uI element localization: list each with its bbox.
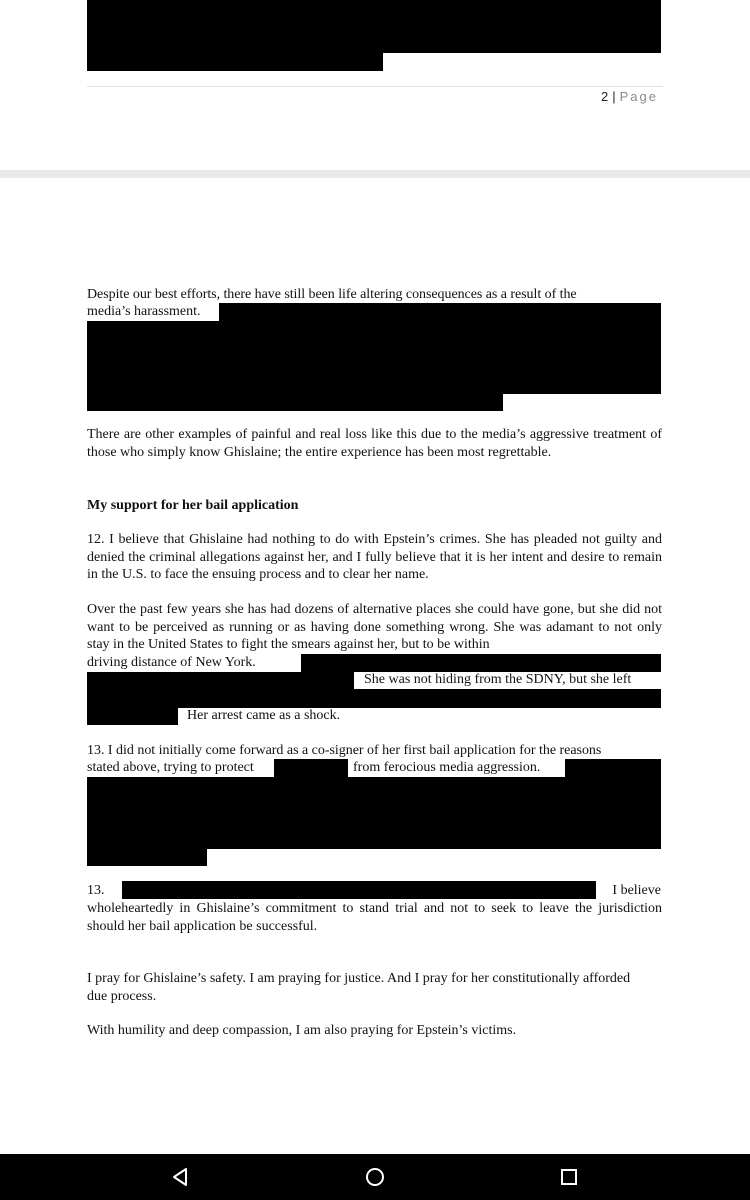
page-number-label: Page — [619, 89, 658, 104]
paragraph-3: 12. I believe that Ghislaine had nothing to do with Epstein’s crimes. She has pleaded not guilty and denied the criminal allegations against her, and I fully believe that it is her intent and desire to remain in the U.S. to face the ensuing process and to clear her name. — [87, 532, 662, 582]
paragraph-7: I pray for Ghislaine’s safety. I am praying for justice. And I pray for her constitutionally afforded due process. — [87, 971, 631, 1004]
navigation-bar — [0, 1154, 750, 1200]
paragraph-5-line-2b: from ferocious media aggression. — [353, 760, 541, 775]
redaction-block — [87, 394, 503, 411]
paragraph-5-line-1: 13. I did not initially come forward as a co-signer of her first bail application for the reasons — [87, 743, 602, 758]
redaction-block — [565, 759, 661, 777]
redaction-block — [219, 303, 661, 321]
redaction-block — [274, 759, 348, 777]
home-circle-icon[interactable] — [363, 1165, 387, 1189]
recents-square-icon[interactable] — [557, 1165, 581, 1189]
previous-page — [0, 0, 750, 170]
redaction-block — [301, 654, 661, 672]
redaction-block — [87, 777, 661, 849]
paragraph-5-line-2a: stated above, trying to protect — [87, 760, 254, 775]
paragraph-4-line-5: She was not hiding from the SDNY, but she left — [364, 672, 632, 687]
paragraph-8: With humility and deep compassion, I am also praying for Epstein’s victims. — [87, 1023, 517, 1038]
paragraph-1-line-2: media’s harassment. — [87, 304, 201, 319]
redaction-block — [87, 321, 661, 394]
paragraph-6-line-1-end: I believe — [612, 883, 661, 898]
page-gap — [0, 170, 750, 178]
paragraph-6-number: 13. — [87, 883, 105, 898]
paragraph-4: Over the past few years she has had dozens of alternative places she could have gone, but she did not want to be perceived as running or as having done something wrong. She was adamant to not only stay in the United States to fight the smears against her, but to be within — [87, 602, 662, 652]
redaction-block — [87, 849, 207, 866]
redaction-block — [87, 672, 354, 690]
redaction-block — [87, 707, 178, 725]
redaction-block — [87, 53, 383, 71]
section-heading: My support for her bail application — [87, 498, 299, 513]
page-number-separator: | — [612, 89, 616, 104]
paragraph-1-line-1: Despite our best efforts, there have still been life altering consequences as a result of the — [87, 287, 577, 302]
back-triangle-icon[interactable] — [168, 1165, 192, 1189]
paragraph-6: wholeheartedly in Ghislaine’s commitment to stand trial and not to seek to leave the jurisdiction should her bail application be successful. — [87, 901, 662, 934]
footer-divider — [87, 86, 663, 87]
redaction-block — [87, 689, 661, 708]
paragraph-4-line-7: Her arrest came as a shock. — [187, 708, 341, 723]
paragraph-4-line-4: driving distance of New York. — [87, 655, 256, 670]
redaction-block — [122, 881, 596, 899]
redaction-block — [87, 0, 661, 53]
page-number-value: 2 — [601, 89, 609, 104]
paragraph-2: There are other examples of painful and real loss like this due to the media’s aggressive treatment of those who simply know Ghislaine; the entire experience has been most regrettable. — [87, 427, 662, 460]
page-number — [601, 89, 658, 104]
